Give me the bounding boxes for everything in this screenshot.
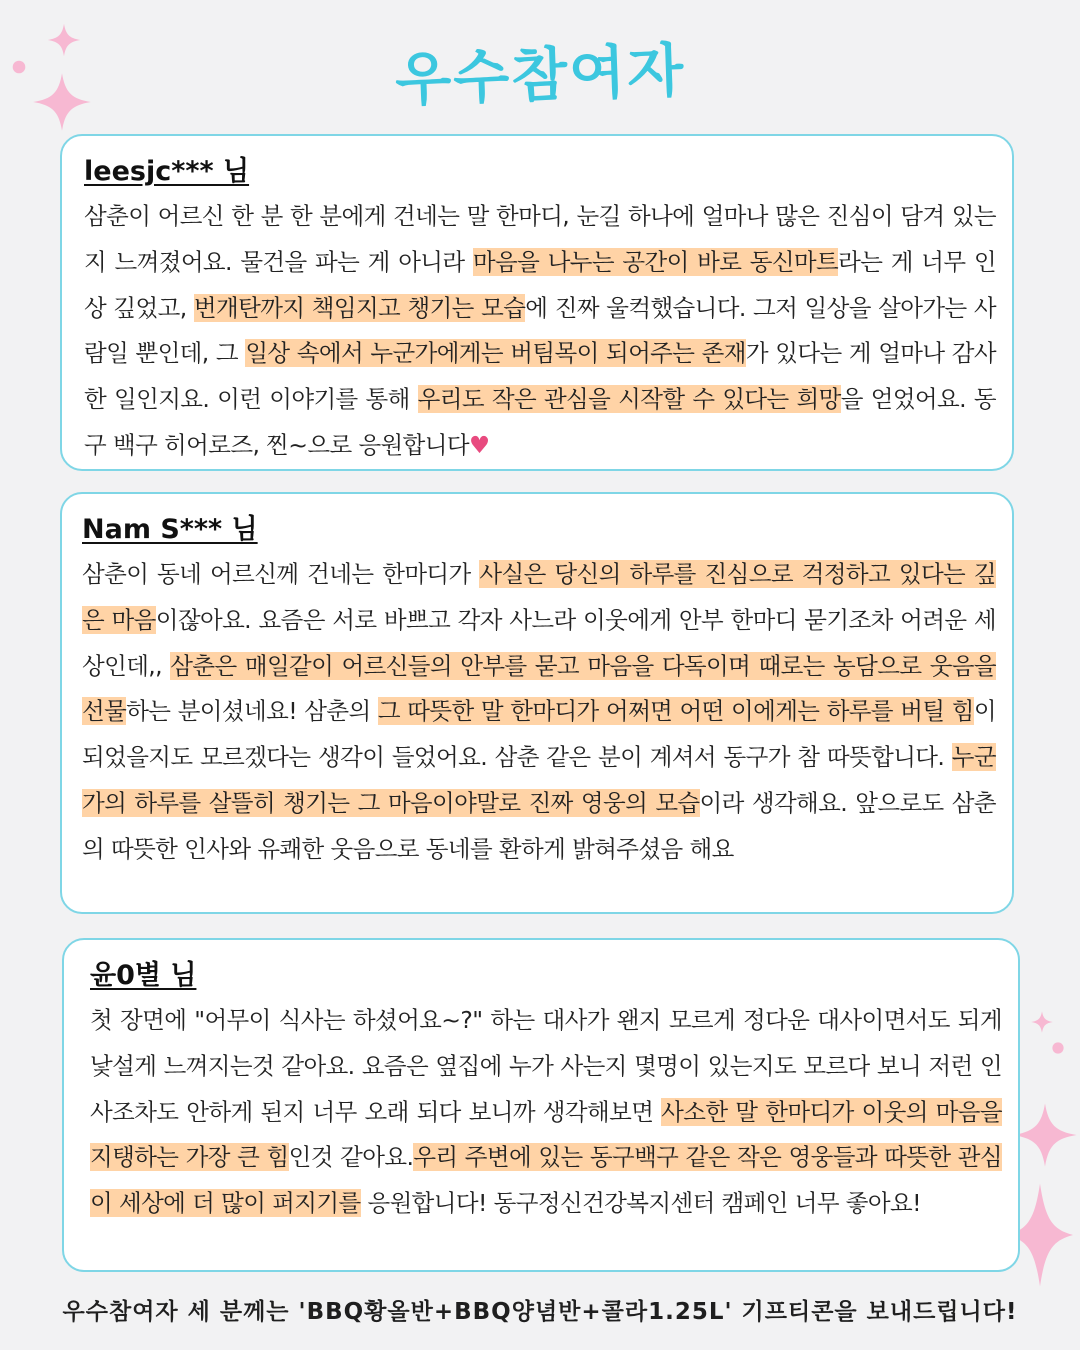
highlighted-phrase: 사소한 말 한마디가 이웃의 마음을 지탱하는 가장 큰 힘 bbox=[90, 1097, 1002, 1172]
page-title: 우수참여자 bbox=[393, 35, 687, 115]
comment-phrase: 응원합니다! 동구정신건강복지센터 캠페인 너무 좋아요! bbox=[360, 1189, 921, 1218]
comment-card bbox=[60, 492, 1014, 914]
comment-phrase: 인것 같아요. bbox=[288, 1143, 414, 1172]
comment-phrase: 을 얻었어요. 동구 백구 히어로즈, 찐~으로 응원합니다 bbox=[84, 385, 996, 459]
comment-phrase: 삼춘이 어르신 한 분 한 분에게 건네는 말 한마디, 눈길 하나에 얼마나 많은 진심이 담겨 있는지 느껴졌어요. 물건을 파는 게 아니라 bbox=[84, 202, 996, 276]
highlighted-phrase: 사실은 당신의 하루를 진심으로 걱정하고 있다는 깊은 마음 bbox=[82, 560, 996, 634]
sparkle-icon bbox=[1010, 1100, 1080, 1170]
comment-phrase: 가 있다는 게 얼마나 감사한 일인지요. 이런 이야기를 통해 bbox=[84, 339, 996, 414]
comment-text bbox=[90, 998, 1002, 1227]
sparkle-icon bbox=[1030, 1010, 1054, 1034]
heart-icon: ♥ bbox=[468, 430, 490, 459]
comment-phrase: 하는 분이셨네요! 삼춘의 bbox=[126, 697, 378, 726]
highlighted-phrase: 마음을 나누는 공간이 바로 동신마트 bbox=[472, 247, 839, 276]
highlighted-phrase: 우리도 작은 관심을 시작할 수 있다는 희망 bbox=[417, 385, 841, 414]
sparkle-icon bbox=[1050, 1040, 1066, 1056]
commenter-name: 윤0별 님 bbox=[90, 960, 197, 991]
comment-text bbox=[84, 194, 996, 469]
commenter-name: leesjc*** 님 bbox=[84, 156, 250, 187]
comment-text bbox=[82, 552, 996, 873]
highlighted-phrase: 그 따뜻한 말 한마디가 어쩌면 어떤 이에게는 하루를 버틸 힘 bbox=[377, 697, 974, 726]
comment-phrase: 라는 게 너무 인상 깊었고, bbox=[84, 247, 996, 322]
comment-card bbox=[62, 938, 1020, 1272]
highlighted-phrase: 일상 속에서 누군가에게는 버팀목이 되어주는 존재 bbox=[245, 339, 746, 368]
highlighted-phrase: 번개탄까지 책임지고 챙기는 모습 bbox=[193, 293, 526, 322]
commenter-name: Nam S*** 님 bbox=[82, 514, 258, 545]
comment-phrase: 이 되었을지도 모르겠다는 생각이 들었어요. 삼춘 같은 분이 계셔서 동구가 참 따뜻합니다. bbox=[82, 697, 996, 772]
comment-phrase: 이잖아요. 요즘은 서로 바쁘고 각자 사느라 이웃에게 안부 한마디 묻기조차 어려운 세상인데,, bbox=[82, 605, 996, 680]
comment-phrase: 에 진짜 울컥했습니다. 그저 일상을 살아가는 사람일 뿐인데, 그 bbox=[84, 293, 996, 368]
comment-phrase: 첫 장면에 "어무이 식사는 하셨어요~?" 하는 대사가 왠지 모르게 정다운 대사이면서도 되게 낯설게 느껴지는것 같아요. 요즘은 옆집에 누가 사는지 몇명이 있는지도 모르다 보니 저런 인사조차도 안하게 된지 너무 오래 되다 보니까 생각해보면 bbox=[90, 1006, 1002, 1126]
highlighted-phrase: 삼춘은 매일같이 어르신들의 안부를 묻고 마음을 다독이며 때로는 농담으로 웃음을 선물 bbox=[82, 651, 996, 726]
comment-phrase: 이라 생각해요. 앞으로도 삼춘의 따뜻한 인사와 유쾌한 웃음으로 동네를 환하게 밝혀주셨음 해요 bbox=[82, 788, 996, 863]
comment-phrase: 삼춘이 동네 어르신께 건네는 한마디가 bbox=[82, 560, 480, 588]
highlighted-phrase: 우리 주변에 있는 동구백구 같은 작은 영웅들과 따뜻한 관심이 세상에 더 많이 퍼지기를 bbox=[90, 1143, 1003, 1218]
reward-notice: 우수참여자 세 분께는 'BBQ황올반+BBQ양념반+콜라1.25L' 기프티콘을 보내드립니다! bbox=[62, 1299, 1018, 1325]
comment-card bbox=[60, 134, 1014, 471]
highlighted-phrase: 누군가의 하루를 살뜰히 챙기는 그 마음이야말로 진짜 영웅의 모습 bbox=[82, 743, 996, 817]
